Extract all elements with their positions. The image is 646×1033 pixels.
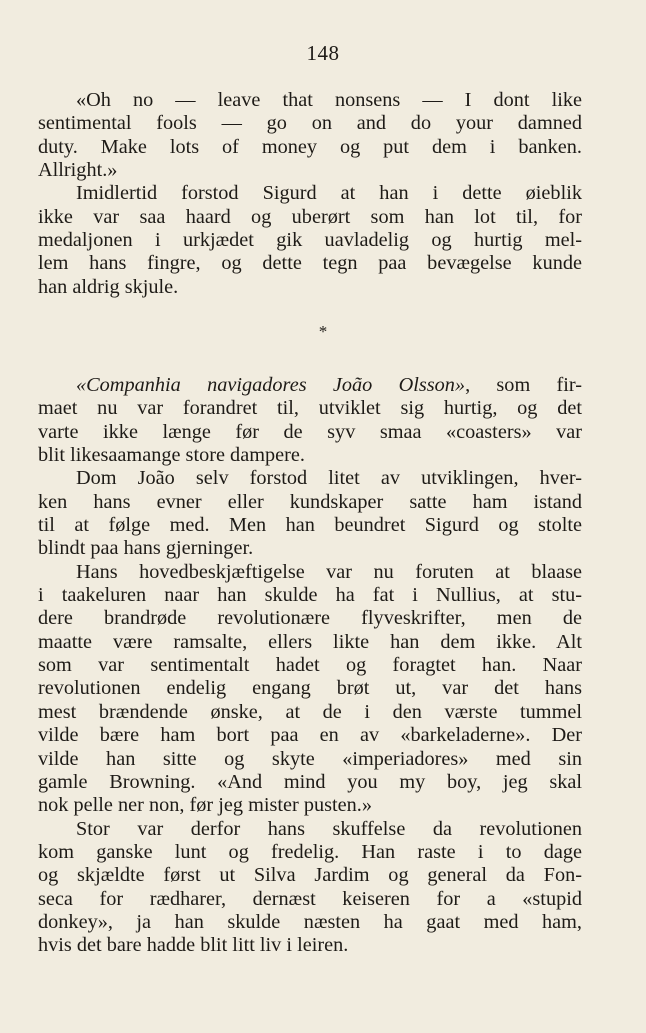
text-line: lem hans fingre, og dette tegn paa bevægelse kunde [38,252,582,275]
text-line: vilde han sitte og skyte «imperiadores» med sin [38,747,582,770]
page-number: 148 [306,41,340,65]
text-line: vilde bære ham bort paa en av «barkeladerne». Der [38,724,582,747]
text-line: hvis det bare hadde blit litt liv i leiren. [38,934,349,957]
text-line: maet nu var forandret til, utviklet sig hurtig, og det [38,397,582,420]
text-line: seca for rædharer, dernæst keiseren for a «stupid [38,887,582,910]
text-line: donkey», ja han skulde næsten ha gaat med ham, [38,910,582,933]
text-line: gamle Browning. «And mind you my boy, jeg skal [38,770,582,793]
text-line: blindt paa hans gjerninger. [38,537,254,560]
text-line-rest: , som fir- [465,374,582,396]
text-section-1 [38,89,582,299]
text-line: Stor var derfor hans skuffelse da revolutionen [76,817,582,840]
text-line: han aldrig skjule. [38,275,179,298]
text-line: revolutionen endelig engang brøt ut, var det hans [38,677,582,700]
text-line: Imidlertid forstod Sigurd at han i dette øieblik [76,182,582,205]
text-line: duty. Make lots of money og put dem i banken. [38,135,582,158]
text-line: Allright.» [38,159,118,182]
text-line: dere brandrøde revolutionære flyveskrifter, men de [38,607,582,630]
text-line: Dom João selv forstod litet av utviklingen, hver- [76,467,582,490]
text-line: i taakeluren naar han skulde ha fat i Nullius, at stu- [38,584,582,607]
text-line: ken hans evner eller kundskaper satte ham istand [38,490,582,513]
text-line [38,374,582,397]
text-line: til at følge med. Men han beundret Sigurd og stolte [38,514,582,537]
text-line: kom ganske lunt og fredelig. Han raste i to dage [38,840,582,863]
text-line: maatte være ramsalte, ellers likte han dem ikke. Alt [38,630,582,653]
text-line: «Oh no — leave that nonsens — I dont like [76,89,582,111]
text-section-2 [38,374,582,958]
text-line: som var sentimentalt hadet og foragtet han. Naar [38,654,582,677]
text-line: medaljonen i urkjædet gik uavladelig og hurtig mel- [38,229,582,252]
text-line: og skjældte først ut Silva Jardim og general da Fon- [38,864,582,887]
text-line: mest brændende ønske, at de i den værste tummel [38,700,582,723]
text-line: nok pelle ner non, før jeg mister pusten.» [38,794,372,817]
text-line: ikke var saa haard og uberørt som han lot til, for [38,205,582,228]
text-line: Hans hovedbeskjæftigelse var nu foruten at blaase [76,560,582,583]
company-name: «Companhia navigadores João Olsson» [76,374,466,396]
text-line: blit likesaamange store dampere. [38,444,305,467]
text-line: varte ikke længe før de syv smaa «coasters» var [38,420,582,443]
text-line: sentimental fools — go on and do your damned [38,112,582,135]
section-separator: * [318,322,328,341]
